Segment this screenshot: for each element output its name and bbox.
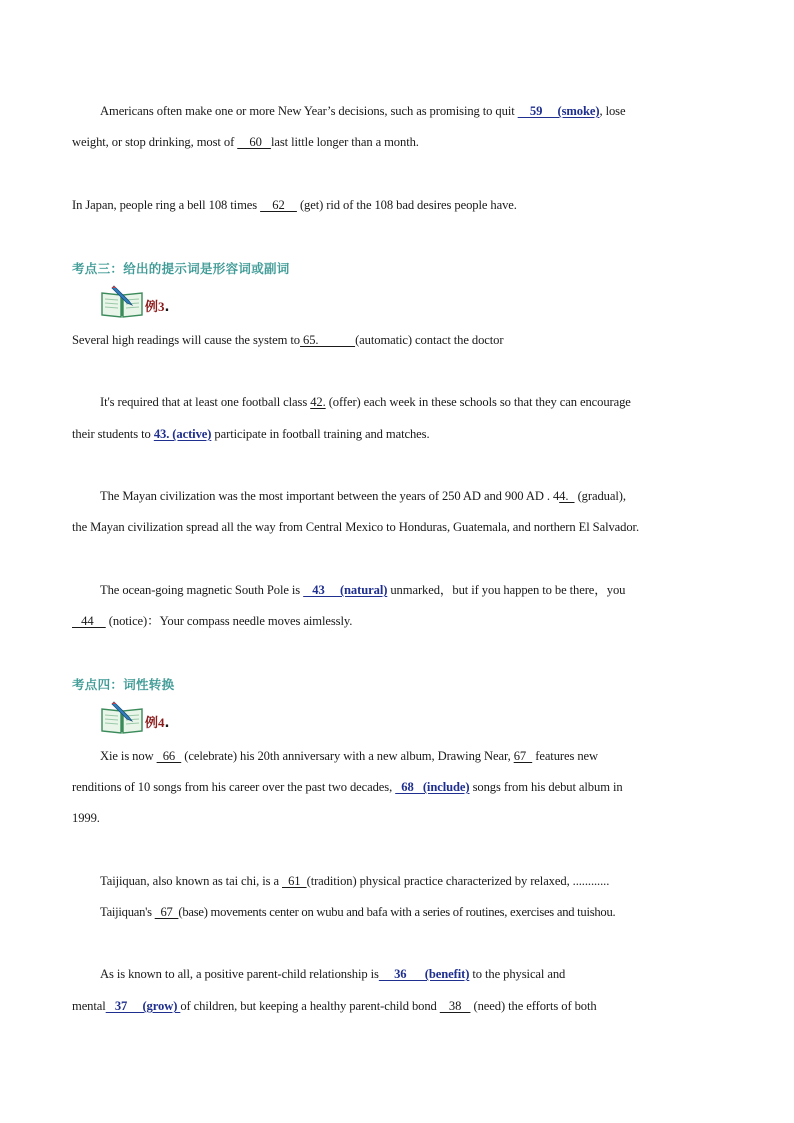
text: of children, but keeping a healthy parent-child bond	[180, 999, 440, 1013]
fill-blank: 62	[260, 198, 297, 212]
paragraph-line	[100, 103, 722, 119]
fill-blank: 66	[156, 749, 182, 763]
text: unmarked，but if you happen to be there，you	[387, 583, 626, 597]
paragraph-line	[100, 394, 722, 410]
text: (celebrate) his 20th anniversary with a new album, Drawing Near,	[181, 749, 514, 763]
text: songs from his debut album in	[469, 780, 623, 794]
text: the Mayan civilization spread all the way from Central Mexico to Honduras, Guatemala, and northern El Salvador.	[72, 520, 639, 534]
text: participate in football training and matches.	[211, 427, 430, 441]
fill-blank: 67	[513, 749, 533, 763]
fill-blank: 67	[154, 905, 179, 919]
fill-blank: 42.	[310, 395, 326, 409]
answer-blank: 43. (active)	[153, 427, 212, 441]
text: last little longer than a month.	[270, 135, 419, 149]
answer-blank: 43 (natural)	[303, 583, 388, 597]
text: Taijiquan's	[100, 905, 155, 919]
text: weight, or stop drinking, most of	[72, 135, 238, 149]
section-heading: 考点三：给出的提示词是形容词或副词	[72, 261, 290, 276]
fill-blank: 65.	[299, 333, 356, 347]
example-number: 4	[158, 715, 165, 730]
example-dot: .	[164, 300, 170, 315]
text: Several high readings will cause the system to	[72, 333, 300, 347]
paragraph-line	[72, 134, 722, 150]
example-number: 3	[158, 299, 165, 314]
paragraph-line	[72, 998, 722, 1014]
book-pencil-icon	[100, 284, 144, 318]
text: (get) rid of the 108 bad desires people have.	[296, 198, 517, 212]
example-word: 例	[145, 716, 159, 731]
answer-blank: 37 (grow)	[105, 999, 181, 1013]
example-marker	[100, 284, 169, 318]
answer-blank: 59 (smoke)	[517, 104, 600, 118]
text: It's required that at least one football class	[100, 395, 311, 409]
fill-blank: 61	[282, 874, 307, 888]
text: , lose	[599, 104, 626, 118]
text: In Japan, people ring a bell 108 times	[72, 198, 261, 212]
fill-blank: 38	[439, 999, 471, 1013]
text: 1999.	[72, 811, 100, 825]
text: Xie is now	[100, 749, 157, 763]
text: (automatic) contact the doctor	[355, 333, 504, 347]
text: (offer) each week in these schools so that they can encourage	[325, 395, 631, 409]
text: their students to	[72, 427, 154, 441]
example-word: 例	[145, 300, 159, 315]
fill-blank: 4.	[559, 489, 575, 503]
paragraph-line	[72, 197, 722, 213]
paragraph-line	[72, 426, 722, 442]
paragraph-line	[72, 779, 722, 795]
book-pencil-icon	[100, 700, 144, 734]
example-dot: .	[164, 716, 170, 731]
text: (need) the efforts of both	[470, 999, 597, 1013]
paragraph-line	[72, 332, 722, 348]
paragraph-line	[72, 519, 722, 535]
paragraph-line	[100, 873, 722, 889]
section-heading: 考点四：词性转换	[72, 677, 175, 692]
answer-blank: 36 (benefit)	[378, 967, 470, 981]
text: renditions of 10 songs from his career over the past two decades,	[72, 780, 396, 794]
text: to the physical and	[469, 967, 566, 981]
text: The Mayan civilization was the most important between the years of 250 AD and 900 AD . 4	[100, 489, 560, 503]
text: (base) movements center on wubu and bafa with a series of routines, exercises and tuishou.	[178, 905, 616, 919]
text: (notice)：Your compass needle moves aimlessly.	[105, 614, 353, 628]
paragraph-line	[100, 748, 722, 764]
paragraph-line	[100, 904, 722, 920]
text: The ocean-going magnetic South Pole is	[100, 583, 304, 597]
example-marker	[100, 700, 169, 734]
paragraph-line	[72, 613, 722, 629]
paragraph-line	[100, 488, 722, 504]
fill-blank: 60	[237, 135, 271, 149]
text: As is known to all, a positive parent-child relationship is	[100, 967, 379, 981]
text: Americans often make one or more New Year’s decisions, such as promising to quit	[100, 104, 518, 118]
answer-blank: 68 (include)	[395, 780, 470, 794]
fill-blank: 44	[72, 614, 106, 628]
paragraph-line	[100, 582, 722, 598]
paragraph-line	[72, 810, 722, 826]
paragraph-line	[100, 966, 722, 982]
text: Taijiquan, also known as tai chi, is a	[100, 874, 282, 888]
text: features new	[532, 749, 599, 763]
text: (gradual),	[574, 489, 626, 503]
example-label	[145, 712, 169, 731]
example-label	[145, 296, 169, 315]
text: (tradition) physical practice characterized by relaxed, ............	[306, 874, 610, 888]
text: mental	[72, 999, 106, 1013]
